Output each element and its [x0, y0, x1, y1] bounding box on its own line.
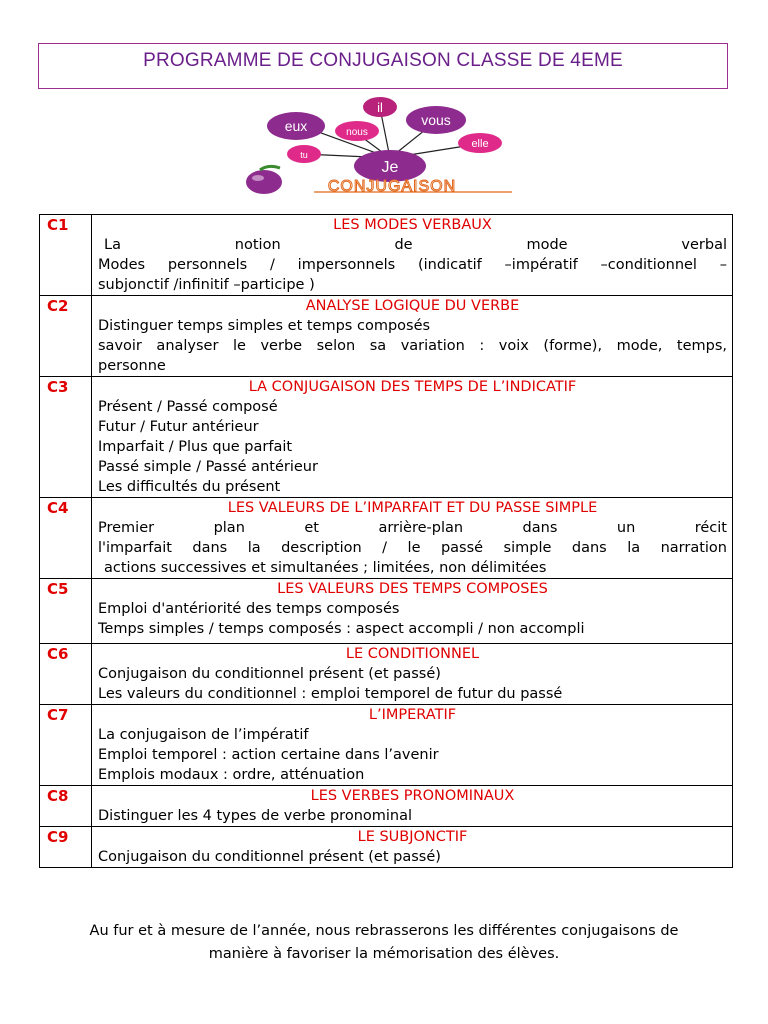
section-line: Les difficultés du présent — [98, 479, 281, 495]
row-code: C7 — [40, 705, 92, 786]
table-row — [40, 705, 733, 786]
logo-caption: CONJUGAISON — [327, 178, 457, 195]
row-content — [92, 215, 733, 296]
section-title: LE CONDITIONNEL — [345, 646, 480, 662]
row-content — [92, 786, 733, 827]
row-code: C1 — [40, 215, 92, 296]
table-row — [40, 786, 733, 827]
section-line: Emploi temporel : action certaine dans l’avenir — [98, 747, 439, 763]
footer-line-2: manière à favoriser la mémorisation des élèves. — [208, 946, 560, 962]
row-content — [92, 296, 733, 377]
table-row — [40, 579, 733, 644]
row-code: C6 — [40, 644, 92, 705]
section-title: LES VALEURS DE L’IMPARFAIT ET DU PASSE SIMPLE — [227, 500, 598, 516]
section-title: ANALYSE LOGIQUE DU VERBE — [305, 298, 520, 314]
row-code: C4 — [40, 498, 92, 579]
bubble-nous: nous — [346, 127, 368, 138]
bubble-eux: eux — [284, 118, 308, 134]
table-row — [40, 644, 733, 705]
bubble-tu: tu — [300, 150, 308, 160]
conjugaison-logo — [240, 96, 520, 196]
table-row — [40, 498, 733, 579]
section-line: Conjugaison du conditionnel présent (et passé) — [98, 849, 441, 865]
section-line: Temps simples / temps composés : aspect accompli / non accompli — [98, 621, 585, 637]
bubble-elle: elle — [471, 138, 489, 150]
section-line: subjonctif /infinitif –participe ) — [98, 277, 315, 293]
section-line: Présent / Passé composé — [98, 399, 278, 415]
section-line: Futur / Futur antérieur — [98, 419, 259, 435]
section-line: Passé simple / Passé antérieur — [98, 459, 318, 475]
row-code: C2 — [40, 296, 92, 377]
row-code: C9 — [40, 827, 92, 868]
bubble-il: il — [377, 100, 383, 115]
section-title: LES VALEURS DES TEMPS COMPOSES — [277, 581, 548, 597]
bubble-je: Je — [381, 159, 399, 176]
section-line: Emploi d'antériorité des temps composés — [98, 601, 400, 617]
row-content — [92, 377, 733, 498]
section-line: Modes personnels / impersonnels (indicatif –impératif –conditionnel – — [98, 257, 727, 273]
section-line: Conjugaison du conditionnel présent (et passé) — [98, 666, 441, 682]
row-content — [92, 644, 733, 705]
section-line: personne — [98, 358, 166, 374]
section-line: l'imparfait dans la description / le passé simple dans la narration — [98, 540, 727, 556]
row-content — [92, 579, 733, 644]
section-line: Premier plan et arrière-plan dans un récit — [98, 520, 727, 536]
section-title: LES MODES VERBAUX — [333, 217, 492, 233]
section-title: LE SUBJONCTIF — [357, 829, 468, 845]
bubble-vous: vous — [421, 112, 451, 128]
row-code: C3 — [40, 377, 92, 498]
page-title: PROGRAMME DE CONJUGAISON CLASSE DE 4EME — [143, 50, 623, 71]
table-row — [40, 377, 733, 498]
row-content — [92, 498, 733, 579]
section-title: LES VERBES PRONOMINAUX — [310, 788, 515, 804]
section-line: La conjugaison de l’impératif — [98, 727, 309, 743]
row-content — [92, 705, 733, 786]
section-title: L’IMPERATIF — [368, 707, 457, 723]
table-row — [40, 215, 733, 296]
row-code: C8 — [40, 786, 92, 827]
section-line: Imparfait / Plus que parfait — [98, 439, 293, 455]
footer-note — [60, 920, 708, 966]
row-code: C5 — [40, 579, 92, 644]
section-line: Les valeurs du conditionnel : emploi temporel de futur du passé — [98, 686, 563, 702]
section-line: La notion de mode verbal — [104, 237, 727, 253]
table-row — [40, 827, 733, 868]
program-table — [39, 214, 733, 868]
row-content — [92, 827, 733, 868]
section-line: Distinguer temps simples et temps composés — [98, 318, 431, 334]
table-row — [40, 296, 733, 377]
section-line: savoir analyser le verbe selon sa variation : voix (forme), mode, temps, — [98, 338, 727, 354]
section-line: Emplois modaux : ordre, atténuation — [98, 767, 365, 783]
section-title: LA CONJUGAISON DES TEMPS DE L’INDICATIF — [248, 379, 577, 395]
title-box — [38, 43, 728, 89]
footer-line-1: Au fur et à mesure de l’année, nous rebrasserons les différentes conjugaisons de — [89, 923, 679, 939]
section-line: actions successives et simultanées ; limitées, non délimitées — [104, 560, 547, 576]
section-line: Distinguer les 4 types de verbe pronominal — [98, 808, 413, 824]
